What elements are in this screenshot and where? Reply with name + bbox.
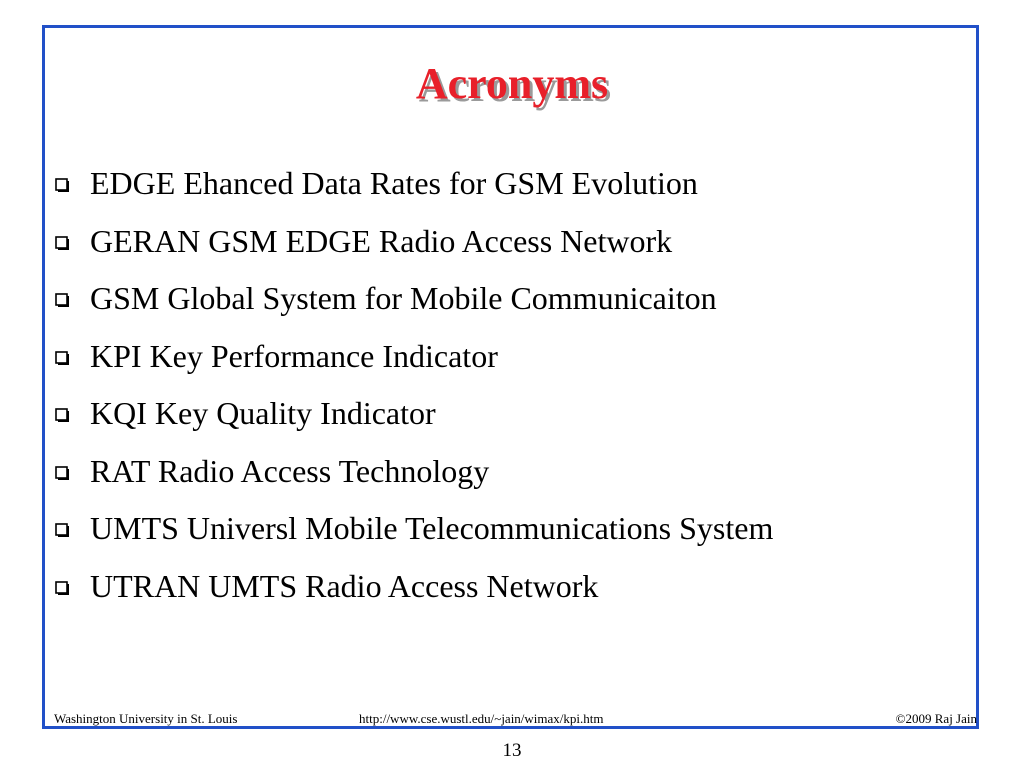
acronym-list: [55, 155, 773, 615]
footer-institution: Washington University in St. Louis: [54, 711, 238, 726]
slide-footer: [54, 711, 979, 727]
hollow-square-bullet-icon: [55, 178, 70, 193]
hollow-square-bullet-icon: [55, 351, 70, 366]
list-item: [55, 385, 773, 443]
list-item: [55, 155, 773, 213]
hollow-square-bullet-icon: [55, 293, 70, 308]
list-item: [55, 558, 773, 616]
list-item-text: GSM Global System for Mobile Communicaiton: [90, 280, 717, 317]
list-item: [55, 270, 773, 328]
list-item-text: UMTS Universl Mobile Telecommunications System: [90, 510, 774, 547]
page-number: 13: [502, 740, 522, 761]
hollow-square-bullet-icon: [55, 408, 70, 423]
footer-copyright: ©2009 Raj Jain: [895, 711, 977, 726]
slide-title: Acronyms: [415, 59, 609, 108]
hollow-square-bullet-icon: [55, 236, 70, 251]
list-item-text: KQI Key Quality Indicator: [90, 395, 436, 432]
list-item: [55, 328, 773, 386]
footer-url: http://www.cse.wustl.edu/~jain/wimax/kpi.htm: [359, 711, 604, 726]
list-item: [55, 500, 773, 558]
list-item-text: UTRAN UMTS Radio Access Network: [90, 567, 599, 604]
list-item: [55, 443, 773, 501]
hollow-square-bullet-icon: [55, 581, 70, 596]
list-item: [55, 213, 773, 271]
hollow-square-bullet-icon: [55, 523, 70, 538]
list-item-text: GERAN GSM EDGE Radio Access Network: [90, 222, 673, 259]
list-item-text: EDGE Ehanced Data Rates for GSM Evolution: [90, 165, 698, 202]
hollow-square-bullet-icon: [55, 466, 70, 481]
list-item-text: KPI Key Performance Indicator: [90, 337, 498, 374]
list-item-text: RAT Radio Access Technology: [90, 452, 490, 489]
